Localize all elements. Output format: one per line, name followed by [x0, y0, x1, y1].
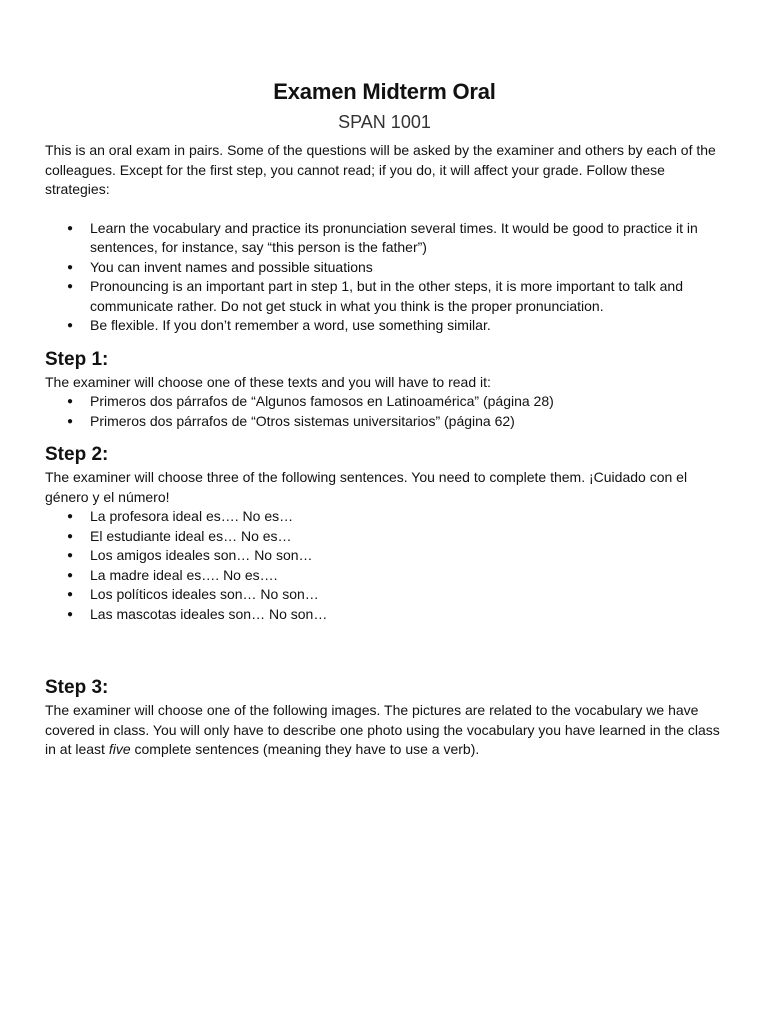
list-item: ● Los amigos ideales son… No son… [45, 546, 724, 566]
step-3-text-before: The examiner will choose one of the following images. The pictures are related to the vocabulary we have covered in class. You will only have to describe one photo using the vocabulary you have learned in the class in at least [45, 702, 720, 757]
list-item: ● Los políticos ideales son… No son… [45, 585, 724, 605]
list-item: ● You can invent names and possible situations [45, 258, 724, 278]
list-item: ● Be flexible. If you don’t remember a word, use something similar. [45, 316, 724, 336]
step-3-paragraph [45, 701, 724, 760]
list-item: ● Primeros dos párrafos de “Algunos famosos en Latinoamérica” (página 28) [45, 392, 724, 412]
intro-paragraph: This is an oral exam in pairs. Some of the questions will be asked by the examiner and others by each of the colleagues. Except for the first step, you cannot read; if you do, it will affect your grade. Follow these strategies: [45, 142, 716, 197]
step-1-list [45, 392, 724, 431]
list-item: ● La profesora ideal es…. No es… [45, 507, 724, 527]
step-3-text-after: complete sentences (meaning they have to use a verb). [130, 741, 480, 757]
strategies-list [45, 219, 724, 336]
document-title: Examen Midterm Oral [273, 79, 496, 104]
step-3-text-emphasis: five [108, 741, 131, 757]
list-item: ● Pronouncing is an important part in step 1, but in the other steps, it is more important to talk and communicate rather. Do not get stuck in what you think is the proper pronunciation. [45, 277, 724, 316]
step-2-heading: Step 2: [45, 444, 109, 465]
list-item: ● La madre ideal es…. No es…. [45, 566, 724, 586]
step-3-heading: Step 3: [45, 677, 109, 698]
list-item: ● Las mascotas ideales son… No son… [45, 605, 724, 625]
step-2-paragraph: The examiner will choose three of the following sentences. You need to complete them. ¡Cuidado con el género y el número! [45, 469, 688, 505]
step-1-heading: Step 1: [45, 348, 109, 370]
list-item: ● El estudiante ideal es… No es… [45, 527, 724, 547]
course-code: SPAN 1001 [338, 112, 431, 132]
step-1-paragraph: The examiner will choose one of these texts and you will have to read it: [45, 373, 491, 390]
step-2-list [45, 507, 724, 624]
list-item: ● Primeros dos párrafos de “Otros sistemas universitarios” (página 62) [45, 412, 724, 432]
list-item: ● Learn the vocabulary and practice its pronunciation several times. It would be good to practice it in sentences, for instance, say “this person is the father”) [45, 219, 724, 258]
